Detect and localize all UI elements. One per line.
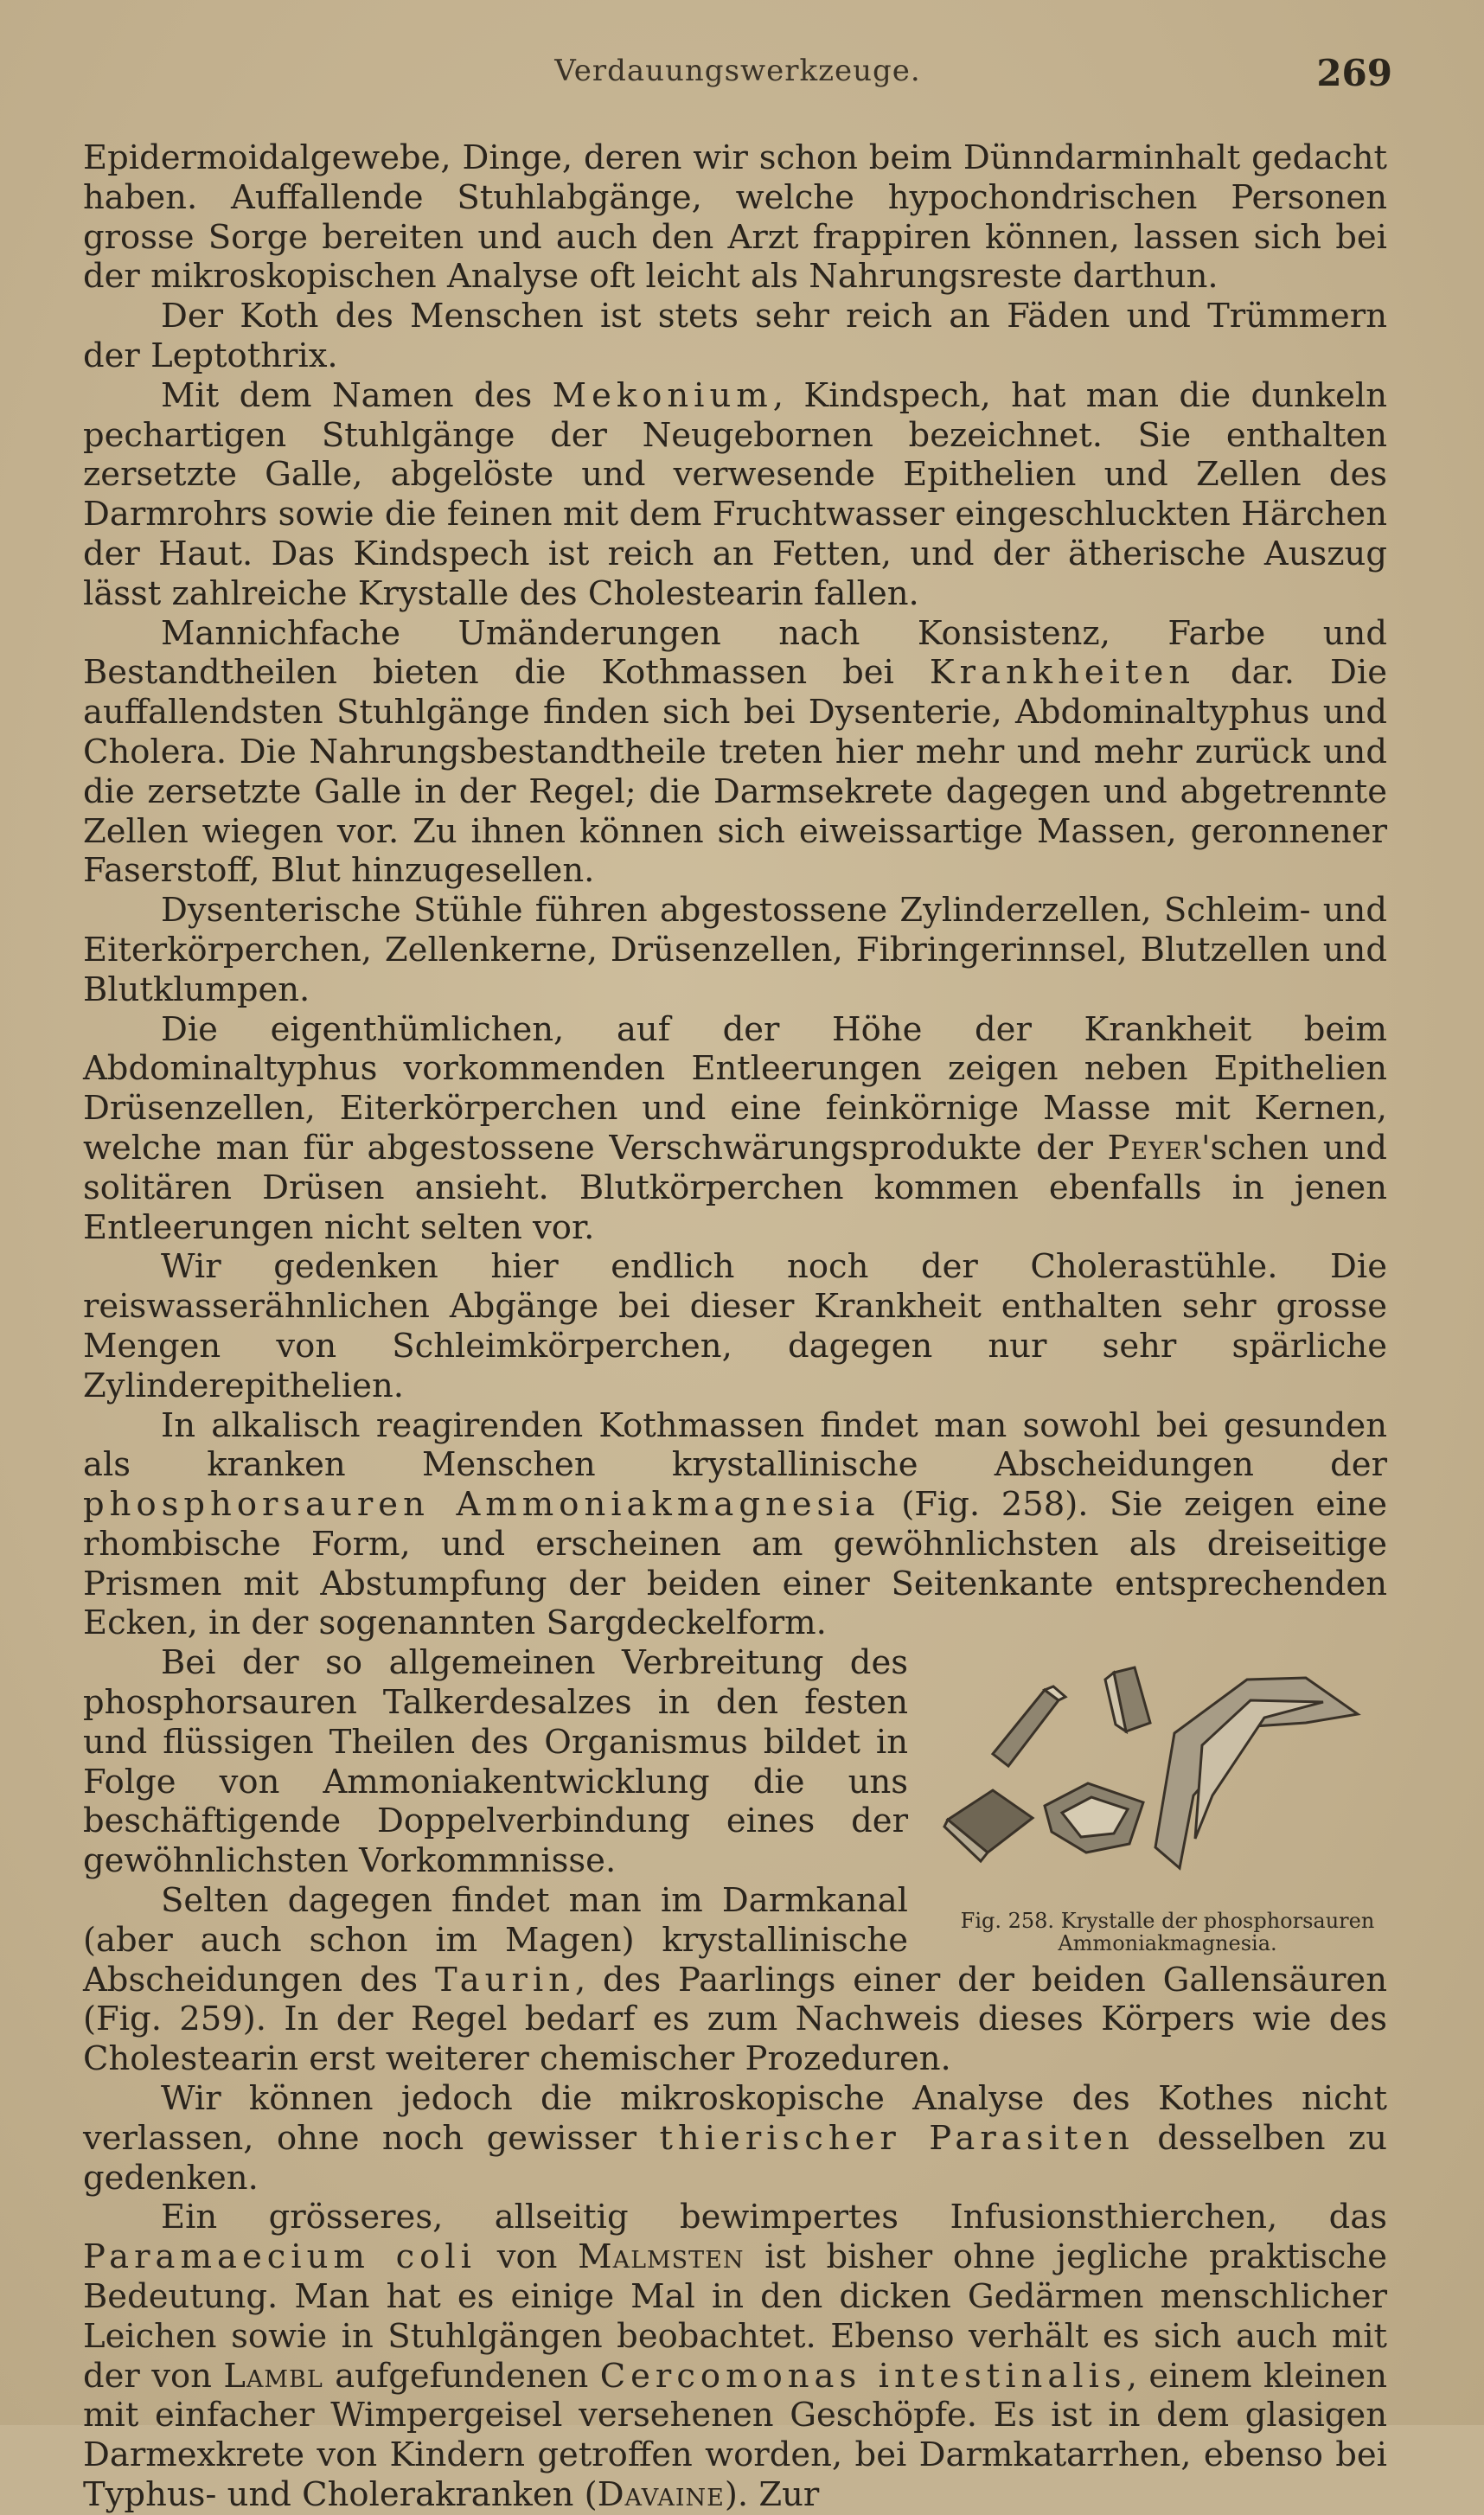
figure-caption (943, 1910, 1392, 1955)
term-mekonium: Mekonium (552, 375, 773, 415)
caption-line-2: Ammoniakmagnesia. (1058, 1931, 1277, 1956)
paragraph-7: Wir gedenken hier endlich noch der Cholerastühle. Die reiswasserähnlichen Abgänge bei dieser Krankheit enthalten sehr grosse Mengen von Schleimkörperchen, dagegen nur sehr spärliche Zylinderepithelien. (83, 1247, 1387, 1405)
paragraph-12-text-a: Ein grösseres, allseitig bewimpertes Infusionsthierchen, das (161, 2198, 1387, 2237)
paragraph-11-text-b: desselben zu gedenken. (83, 2118, 1388, 2198)
running-head: Verdauungswerkzeuge. (554, 54, 921, 88)
paragraph-12-text-f: ). Zur (724, 2475, 820, 2515)
paragraph-8-text-b: (Fig. 258). Sie zeigen eine rhombische Form, und erscheinen am gewöhnlichsten als dreiseitige Prismen mit Abstumpfung der beiden einer Seitenkante entsprechenden Ecken, in der sogenannten Sargdeckelform. (83, 1485, 1387, 1643)
paragraph-6 (83, 1010, 1387, 1248)
paragraph-3 (83, 376, 1387, 614)
name-malmsten: Malmsten (578, 2237, 745, 2277)
paragraph-12-text-c: ist bisher ohne jegliche praktische Bedeutung. Man hat es einige Mal in den dicken Gedärmen menschlicher Leichen sowie in Stuhlgängen beobachtet. Ebenso verhält es sich auch mit der von (83, 2237, 1388, 2396)
paragraph-12 (83, 2198, 1387, 2514)
term-parasiten: thierischer Parasiten (659, 2118, 1135, 2158)
crystal-prism-1 (993, 1690, 1059, 1766)
paragraph-1: Epidermoidalgewebe, Dinge, deren wir schon beim Dünndarminhalt gedacht haben. Auffallende Stuhlabgänge, welche hypochondrischen Personen grosse Sorge bereiten und auch den Arzt frappiren können, lassen sich bei der mikroskopischen Analyse oft leicht als Nahrungsreste darthun. (83, 138, 1387, 297)
paragraph-2: Der Koth des Menschen ist stets sehr reich an Fäden und Trümmern der Leptothrix. (83, 297, 1387, 375)
paragraph-3-text-a: Mit dem Namen des (161, 375, 553, 415)
paragraph-11-text-a: Wir können jedoch die mikroskopische Analyse des Kothes nicht verlassen, ohne noch gewisser (83, 2079, 1387, 2158)
term-ammoniakmagnesia: phosphorsauren Ammoniakmagnesia (83, 1485, 880, 1525)
paragraph-4 (83, 614, 1387, 892)
caption-line-1: Fig. 258. Krystalle der phosphorsauren (960, 1909, 1375, 1934)
name-lambl: Lambl (223, 2356, 323, 2396)
paragraph-4-text-a: Mannichfache Umänderungen nach Konsistenz, Farbe und Bestandtheilen bieten die Kothmassen bei (83, 613, 1387, 693)
paragraph-12-text-b: von (477, 2237, 579, 2277)
name-peyer: Peyer (1107, 1128, 1201, 1168)
term-cercomonas: Cercomonas intestinalis (599, 2356, 1127, 2396)
paragraph-9: Bei der so allgemeinen Verbreitung des phosphorsauren Talkerdesalzes in den festen und flüssigen Theilen des Organismus bildet in Folge von Ammoniakentwicklung die uns beschäftigende Doppelverbindung eines der gewöhnlichsten Vorkommnisse. (83, 1643, 908, 1881)
paragraph-8-text-a: In alkalisch reagirenden Kothmassen findet man sowohl bei gesunden als kranken Menschen krystallinische Abscheidungen der (83, 1405, 1387, 1485)
paragraph-4-text-b: dar. Die auffallendsten Stuhlgänge finden sich bei Dysenterie, Abdominaltyphus und Cholera. Die Nahrungsbestandtheile treten hier mehr und mehr zurück und die zersetzte Galle in der Regel; die Darmsekrete dagegen und abgetrennte Zellen wiegen vor. Zu ihnen können sich eiweissartige Massen, geronnener Faserstoff, Blut hinzugesellen. (83, 653, 1387, 891)
paragraph-5: Dysenterische Stühle führen abgestossene Zylinderzellen, Schleim- und Eiterkörperchen, Zellenkerne, Drüsenzellen, Fibringerinnsel, Blutzellen und Blutklumpen. (83, 891, 1387, 1009)
paragraph-11 (83, 2079, 1387, 2198)
page-header (83, 54, 1392, 106)
paragraph-10-text-b: , des Paarlings einer der beiden Gallensäuren (Fig. 259). In der Regel bedarf es zum Nachweis dieses Körpers wie des Cholestearin erst weiterer chemischer Prozeduren. (83, 1960, 1388, 2079)
figure-258 (943, 1648, 1392, 1955)
crystal-illustration (943, 1648, 1392, 1908)
body-text (83, 138, 1387, 2515)
paragraph-12-text-e: , einem kleinen mit einfacher Wimpergeisel versehenen Geschöpfe. Es ist in dem glasigen Darmexkrete von Kindern getroffen worden, bei Darmkatarrhen, ebenso bei Typhus- und Cholerakranken ( (83, 2356, 1388, 2515)
paragraph-12-text-d: aufgefundenen (323, 2356, 600, 2396)
term-paramaecium-coli: Paramaecium coli (83, 2237, 477, 2277)
paragraph-3-text-b: , Kindspech, hat man die dunkeln pechartigen Stuhlgänge der Neugebornen bezeichnet. Sie enthalten zersetzte Galle, abgelöste und verwesende Epithelien und Zellen des Darmrohrs sowie die feinen mit dem Fruchtwasser eingeschluckten Härchen der Haut. Das Kindspech ist reich an Fetten, und der ätherische Auszug lässt zahlreiche Krystalle des Cholestearin fallen. (83, 375, 1388, 613)
paragraph-6-text-b: 'schen und solitären Drüsen ansieht. Blutkörperchen kommen ebenfalls in jenen Entleerungen nicht selten vor. (83, 1128, 1387, 1247)
paragraph-6-text-a: Die eigenthümlichen, auf der Höhe der Krankheit beim Abdominaltyphus vorkommenden Entleerungen zeigen neben Epithelien Drüsenzellen, Eiterkörperchen und eine feinkörnige Masse mit Kernen, welche man für abgestossene Verschwärungsprodukte der (83, 1009, 1387, 1168)
paragraph-10-text-a: Selten dagegen findet man im Darmkanal (aber auch schon im Magen) krystallinische Abscheidungen des (83, 1881, 908, 2000)
name-davaine: Davaine (597, 2475, 725, 2515)
paragraph-8 (83, 1406, 1387, 1644)
term-taurin: Taurin (435, 1960, 575, 2000)
term-krankheiten: Krankheiten (929, 653, 1196, 693)
page-number: 269 (1316, 52, 1392, 94)
